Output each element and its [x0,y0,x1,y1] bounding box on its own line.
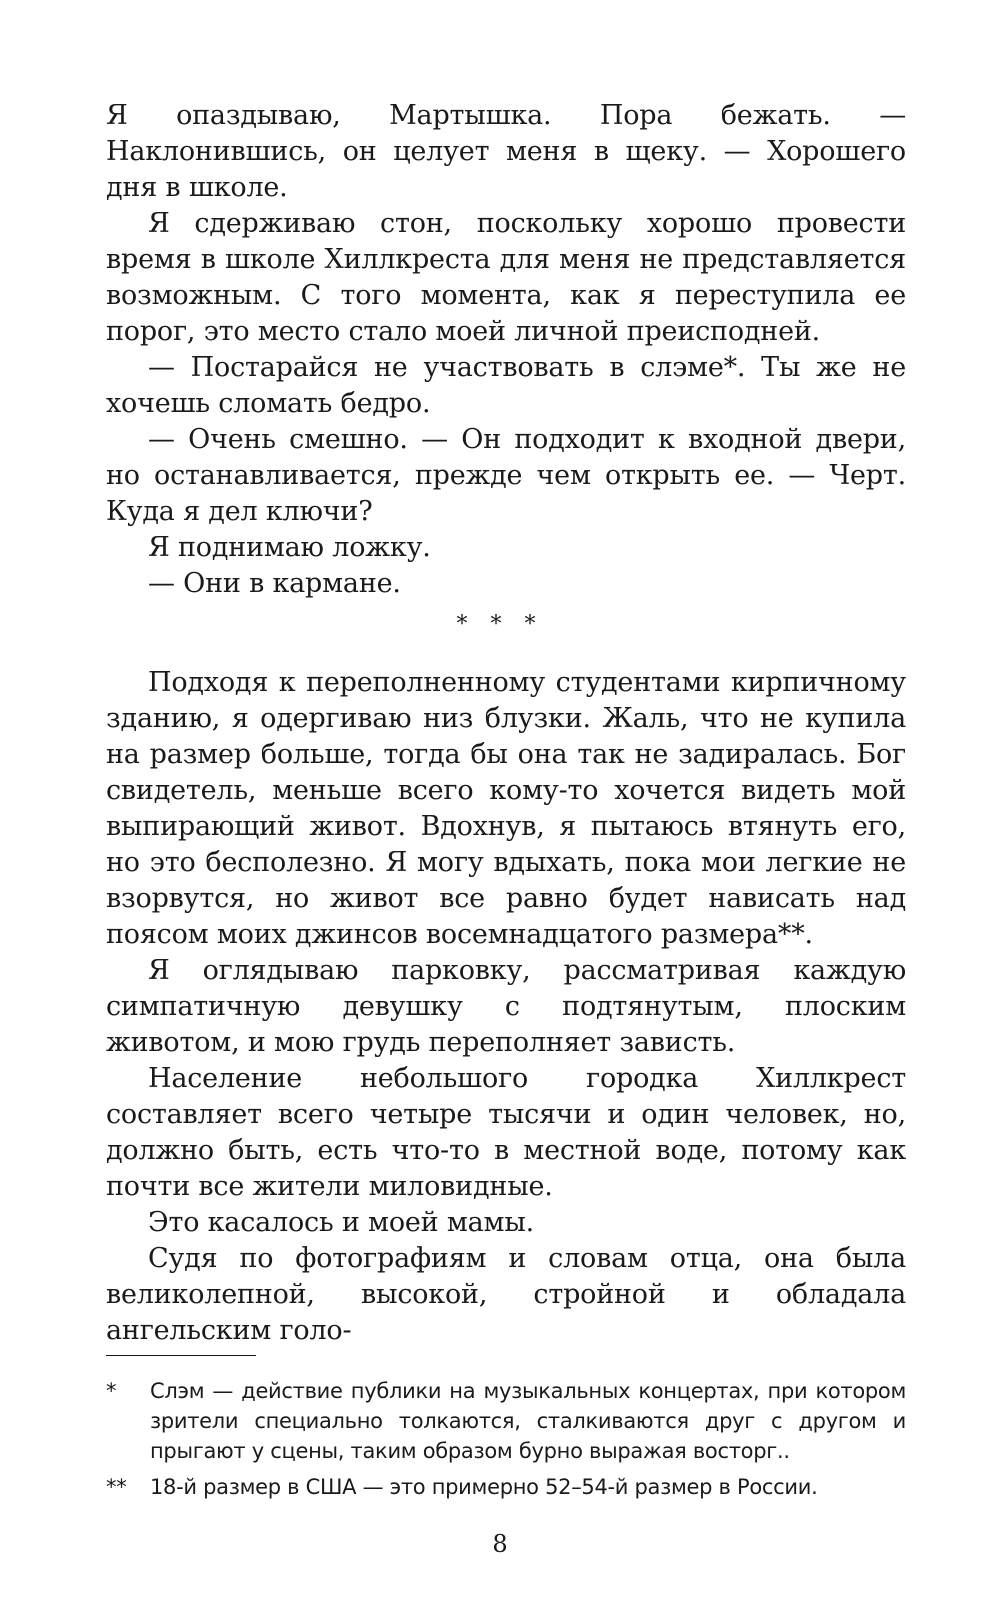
paragraph: Это касалось и моей мамы. [148,1207,534,1238]
footnote-text: Слэм — действие публики на музыкальных концертах, при котором зрители специально толкаются, сталкиваются друг с другом и прыгают у сцены, таким образом бурно выражая восторг.. [150,1379,906,1463]
paragraph: — Постарайся не участвовать в слэме*. Ты же не хочешь сломать бедро. [106,352,906,419]
section-separator: * * * [456,612,544,637]
footnote [106,1376,906,1466]
paragraph: Я опаздываю, Мартышка. Пора бежать. — Наклонившись, он целует меня в щеку. — Хорошего дня в школе. [106,100,906,203]
paragraph: Я оглядываю парковку, рассматривая каждую симпатичную девушку с подтянутым, плоским животом, и мою грудь переполняет зависть. [106,955,906,1058]
paragraph: — Очень смешно. — Он подходит к входной двери, но останавливается, прежде чем открыть ее. — Черт. Куда я дел ключи? [106,424,906,527]
footnotes [106,1376,906,1508]
paragraph: Я поднимаю ложку. [148,532,431,563]
text-section-2 [106,665,906,1349]
paragraph: Судя по фотографиям и словам отца, она была великолепной, высокой, стройной и обладала ангельским голо- [106,1243,906,1346]
footnote-mark: * [106,1379,117,1403]
footnote-text: 18-й размер в США — это примерно 52–54-й размер в России. [150,1475,818,1499]
footnote-divider [106,1355,256,1356]
text-section-1 [106,98,906,602]
footnote-mark: ** [106,1475,127,1499]
paragraph: — Они в кармане. [148,568,401,599]
paragraph: Я сдерживаю стон, поскольку хорошо провести время в школе Хиллкреста для меня не представляется возможным. С того момента, как я переступила ее порог, это место стало моей личной преисподней. [106,208,906,347]
paragraph: Население небольшого городка Хиллкрест составляет всего четыре тысячи и один человек, но, должно быть, есть что-то в местной воде, потому как почти все жители миловидные. [106,1063,906,1202]
footnote [106,1472,906,1502]
paragraph: Подходя к переполненному студентами кирпичному зданию, я одергиваю низ блузки. Жаль, что не купила на размер больше, тогда бы она так не задиралась. Бог свидетель, меньше всего кому-то хочется видеть мой выпирающий живот. Вдохнув, я пытаюсь втянуть его, но это бесполезно. Я могу вдыхать, пока мои легкие не взорвутся, но живот все равно будет нависать над поясом моих джинсов восемнадцатого размера**. [106,667,906,950]
page-number: 8 [492,1530,508,1558]
